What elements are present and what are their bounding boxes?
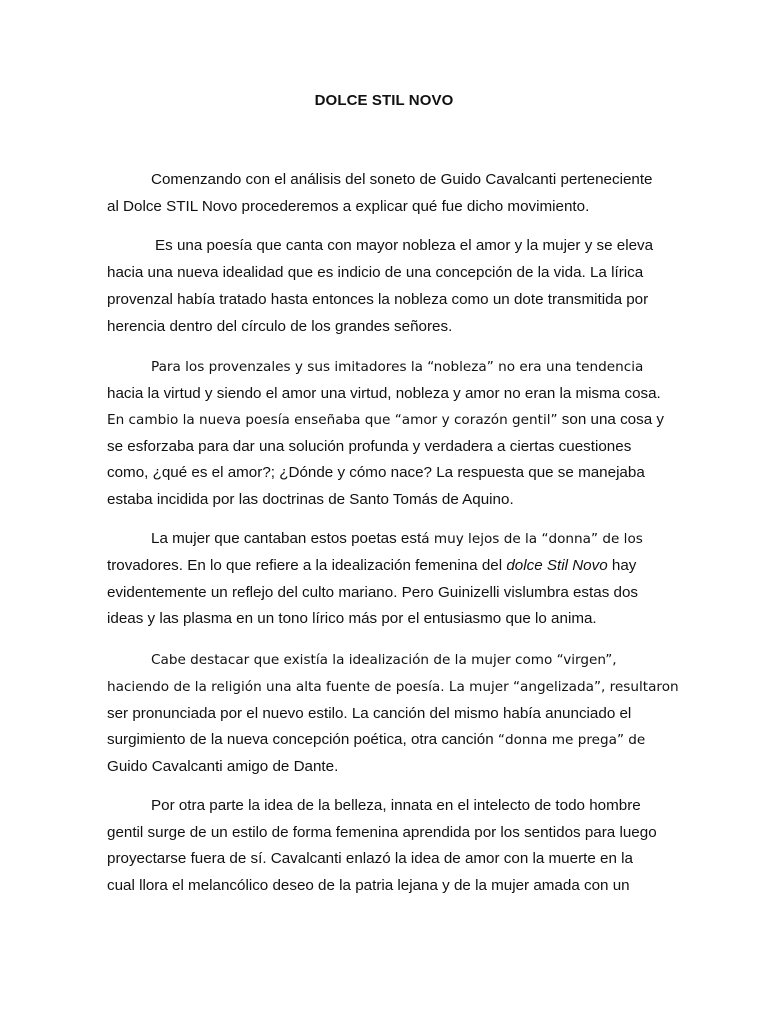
paragraph-5-line-4-part-a: surgimiento de la nueva concepción poética, otra canción [107, 731, 498, 748]
paragraph-3-line-1: Para los provenzales y sus imitadores la “nobleza” no era una tendencia [151, 359, 644, 375]
paragraph-4-line-1-part-b: á muy lejos de la “donna” de los [421, 531, 643, 547]
paragraph-3-line-2: hacia la virtud y siendo el amor una virtud, nobleza y amor no eran la misma cosa. [107, 385, 661, 402]
paragraph-2-line-1: Es una poesía que canta con mayor nobleza el amor y la mujer y se eleva [155, 237, 654, 254]
paragraph-6-line-2: gentil surge de un estilo de forma femenina aprendida por los sentidos para luego [107, 824, 657, 841]
paragraph-4-line-2 [107, 557, 636, 575]
paragraph-3-line-5: como, ¿qué es el amor?; ¿Dónde y cómo nace? La respuesta que se manejaba [107, 464, 645, 481]
paragraph-3-line-6: estaba incidida por las doctrinas de Santo Tomás de Aquino. [107, 491, 514, 508]
paragraph-1-line-2: al Dolce STIL Novo procederemos a explicar qué fue dicho movimiento. [107, 198, 590, 215]
paragraph-4-line-1-part-a: La mujer que cantaban estos poetas est [151, 530, 422, 547]
paragraph-2-line-4: herencia dentro del círculo de los grandes señores. [107, 318, 453, 335]
paragraph-5-line-4 [107, 731, 645, 749]
paragraph-6-line-1: Por otra parte la idea de la belleza, innata en el intelecto de todo hombre [151, 797, 641, 814]
paragraph-5-line-2: haciendo de la religión una alta fuente de poesía. La mujer “angelizada”, resultaron [107, 679, 679, 695]
paragraph-3-line-4: se esforzaba para dar una solución profunda y verdadera a ciertas cuestiones [107, 438, 632, 455]
paragraph-3-line-3-part-b: son una cosa y [557, 411, 664, 428]
paragraph-4-line-4: ideas y las plasma en un tono lírico más por el entusiasmo que lo anima. [107, 610, 597, 627]
paragraph-2-line-2: hacia una nueva idealidad que es indicio de una concepción de la vida. La lírica [107, 264, 644, 281]
paragraph-5-line-5: Guido Cavalcanti amigo de Dante. [107, 758, 339, 775]
paragraph-1-line-1: Comenzando con el análisis del soneto de Guido Cavalcanti perteneciente [151, 171, 653, 188]
paragraph-4-line-2-part-c: hay [607, 557, 637, 574]
paragraph-6-line-3: proyectarse fuera de sí. Cavalcanti enlazó la idea de amor con la muerte en la [107, 850, 633, 867]
paragraph-4-line-1 [151, 530, 643, 548]
paragraph-2-line-3: provenzal había tratado hasta entonces la nobleza como un dote transmitida por [107, 291, 649, 308]
paragraph-3-line-3 [107, 411, 664, 429]
paragraph-5-line-1: Cabe destacar que existía la idealización de la mujer como “virgen”, [151, 652, 617, 668]
paragraph-5-line-3: ser pronunciada por el nuevo estilo. La canción del mismo había anunciado el [107, 705, 632, 722]
document-title: DOLCE STIL NOVO [314, 92, 454, 109]
paragraph-6-line-4: cual llora el melancólico deseo de la patria lejana y de la mujer amada con un [107, 877, 630, 894]
paragraph-4-line-2-part-a: trovadores. En lo que refiere a la idealización femenina del [107, 557, 507, 574]
paragraph-4-line-2-italic: dolce Stil Novo [506, 557, 608, 574]
paragraph-4-line-3: evidentemente un reflejo del culto mariano. Pero Guinizelli vislumbra estas dos [107, 584, 638, 601]
paragraph-5-line-4-part-b: “donna me prega” de [497, 732, 646, 748]
paragraph-3-line-3-part-a: En cambio la nueva poesía enseñaba que “amor y corazón gentil” [107, 412, 558, 428]
